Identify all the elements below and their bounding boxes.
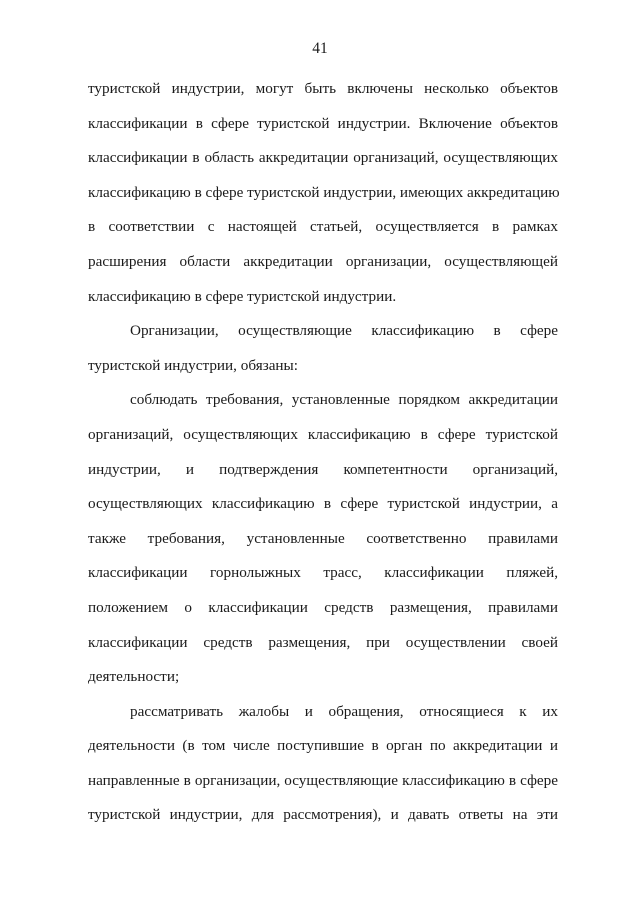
text-line: соблюдать требования, установленные порядком аккредитации — [130, 391, 558, 409]
page-number: 41 — [312, 40, 328, 57]
text-line: туристской индустрии, обязаны: — [88, 356, 298, 374]
text-line: рассматривать жалобы и обращения, относящиеся к их — [130, 702, 558, 720]
text-line: классификацию в сфере туристской индустрии, имеющих аккредитацию — [88, 183, 560, 201]
text-line: туристской индустрии, могут быть включены несколько объектов — [88, 80, 558, 97]
text-line: классификации в сфере туристской индустрии. Включение объектов — [88, 114, 558, 132]
text-line: в соответствии с настоящей статьей, осуществляется в рамках — [88, 218, 558, 236]
text-line: классификацию в сфере туристской индустрии. — [88, 287, 397, 305]
text-line: классификации в область аккредитации организаций, осуществляющих — [88, 149, 558, 167]
text-line: организаций, осуществляющих классификацию в сфере туристской — [88, 425, 558, 443]
text-line: индустрии, и подтверждения компетентности организаций, — [88, 460, 558, 478]
text-line: направленные в организации, осуществляющие классификацию в сфере — [88, 771, 558, 789]
text-line: туристской индустрии, для рассмотрения), и давать ответы на эти — [88, 806, 558, 824]
text-line: деятельности; — [88, 668, 180, 686]
text-line: также требования, установленные соответственно правилами — [88, 529, 558, 547]
text-line: Организации, осуществляющие классификацию в сфере — [130, 322, 558, 340]
text-line: деятельности (в том числе поступившие в орган по аккредитации и — [88, 737, 558, 755]
text-line: положением о классификации средств размещения, правилами — [88, 598, 558, 616]
text-line: классификации горнолыжных трасс, классификации пляжей, — [88, 564, 558, 582]
text-line: осуществляющих классификацию в сфере туристской индустрии, а — [88, 495, 558, 513]
text-line: классификации средств размещения, при осуществлении своей — [88, 633, 558, 651]
text-line: расширения области аккредитации организации, осуществляющей — [88, 252, 558, 270]
document-body-text — [88, 79, 558, 840]
